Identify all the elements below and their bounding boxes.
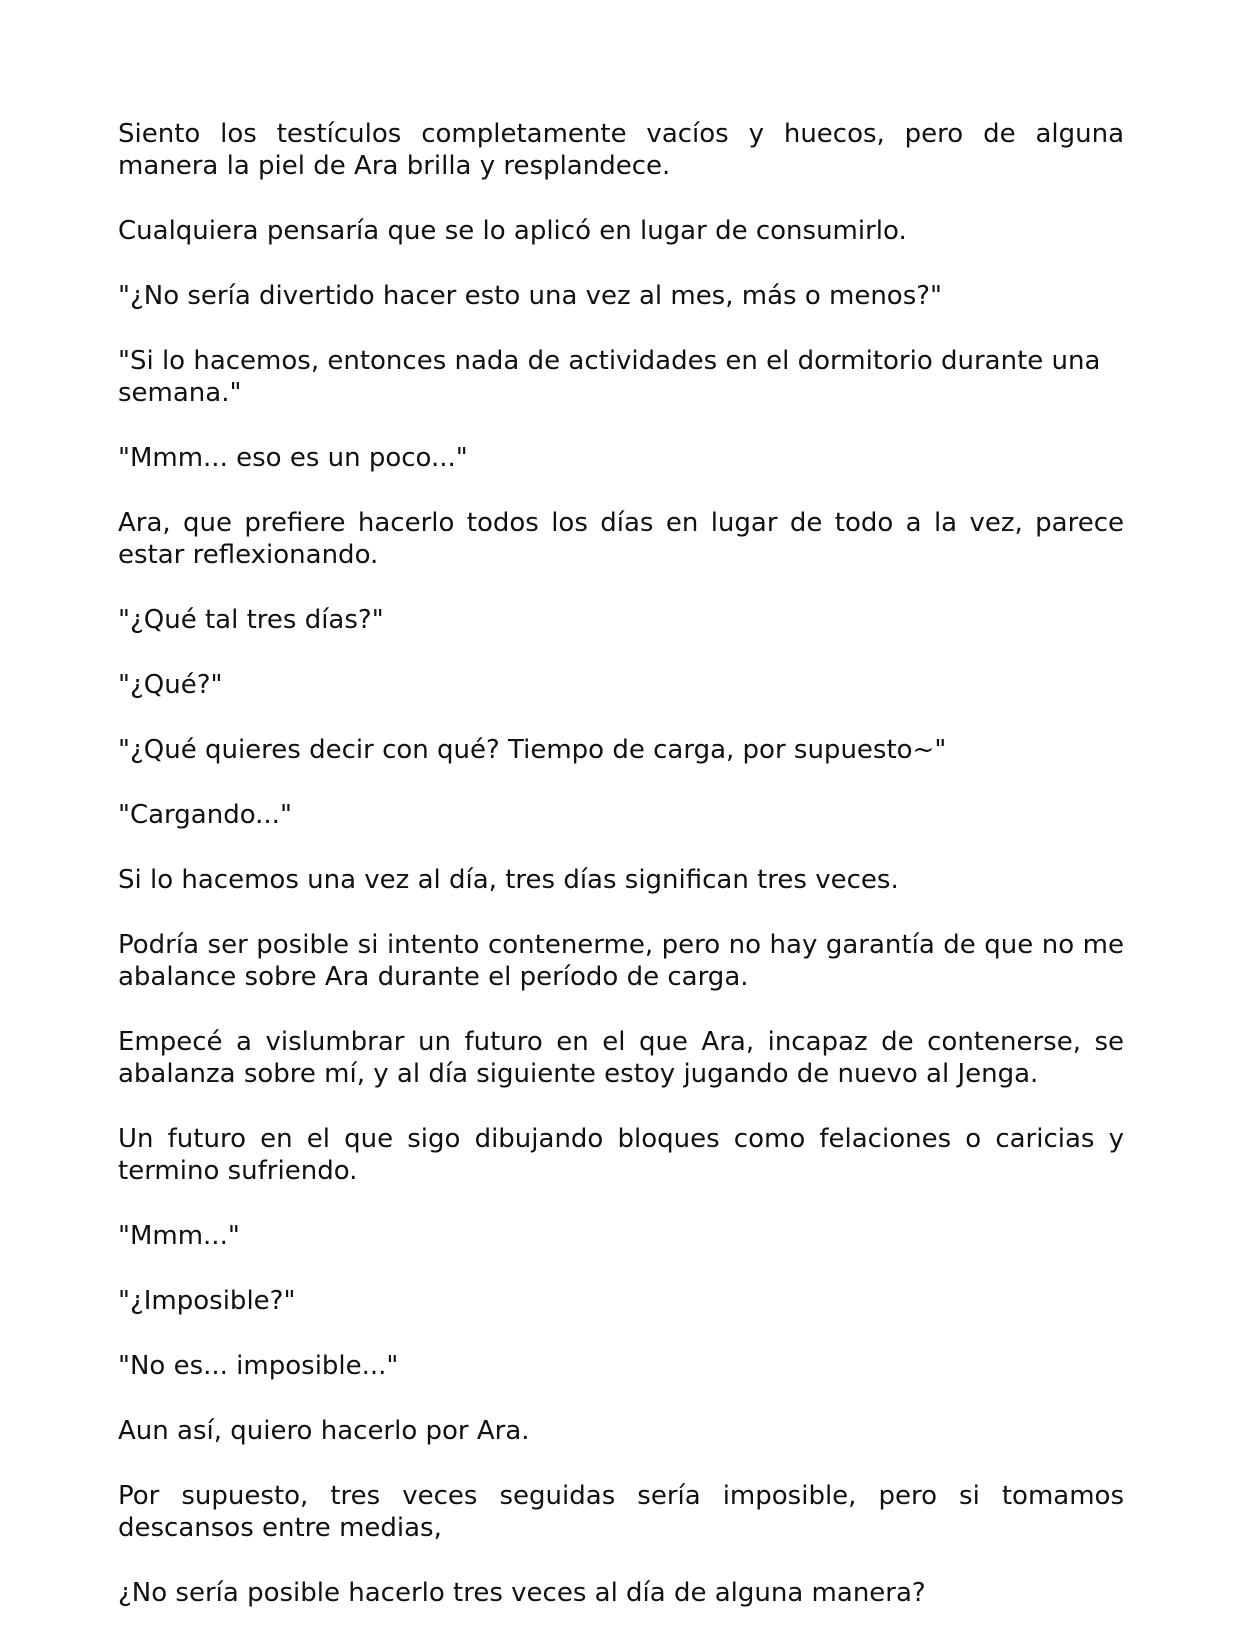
dialogue-line: "No es... imposible..." — [118, 1351, 399, 1381]
paragraph: ¿No sería posible hacerlo tres veces al día de alguna manera? — [118, 1578, 926, 1608]
paragraph: Aun así, quiero hacerlo por Ara. — [118, 1416, 530, 1446]
body-text — [118, 118, 1124, 1642]
paragraph: Cualquiera pensaría que se lo aplicó en lugar de consumirlo. — [118, 216, 907, 246]
paragraph: Ara, que prefiere hacerlo todos los días en lugar de todo a la vez, parece estar reflexionando. — [118, 508, 1124, 570]
paragraph: Por supuesto, tres veces seguidas sería imposible, pero si tomamos descansos entre medias, — [118, 1481, 1124, 1543]
dialogue-line: "¿Qué tal tres días?" — [118, 605, 384, 635]
dialogue-line: "Mmm..." — [118, 1221, 240, 1251]
dialogue-line: "Mmm... eso es un poco..." — [118, 443, 468, 473]
paragraph: Si lo hacemos una vez al día, tres días significan tres veces. — [118, 865, 899, 895]
paragraph: Podría ser posible si intento contenerme, pero no hay garantía de que no me abalance sobre Ara durante el período de carga. — [118, 930, 1124, 992]
dialogue-line: "Cargando..." — [118, 800, 292, 830]
dialogue-line: "Si lo hacemos, entonces nada de actividades en el dormitorio durante una semana." — [118, 346, 1101, 408]
paragraph: Empecé a vislumbrar un futuro en el que Ara, incapaz de contenerse, se abalanza sobre mí, y al día siguiente estoy jugando de nuevo al Jenga. — [118, 1027, 1124, 1089]
dialogue-line: "¿Imposible?" — [118, 1286, 296, 1316]
paragraph: Siento los testículos completamente vacíos y huecos, pero de alguna manera la piel de Ara brilla y resplandece. — [118, 119, 1124, 181]
paragraph: Un futuro en el que sigo dibujando bloques como felaciones o caricias y termino sufriendo. — [118, 1124, 1124, 1186]
dialogue-line: "¿Qué quieres decir con qué? Tiempo de carga, por supuesto~" — [118, 735, 947, 765]
dialogue-line: "¿No sería divertido hacer esto una vez al mes, más o menos?" — [118, 281, 943, 311]
dialogue-line: "¿Qué?" — [118, 670, 223, 700]
